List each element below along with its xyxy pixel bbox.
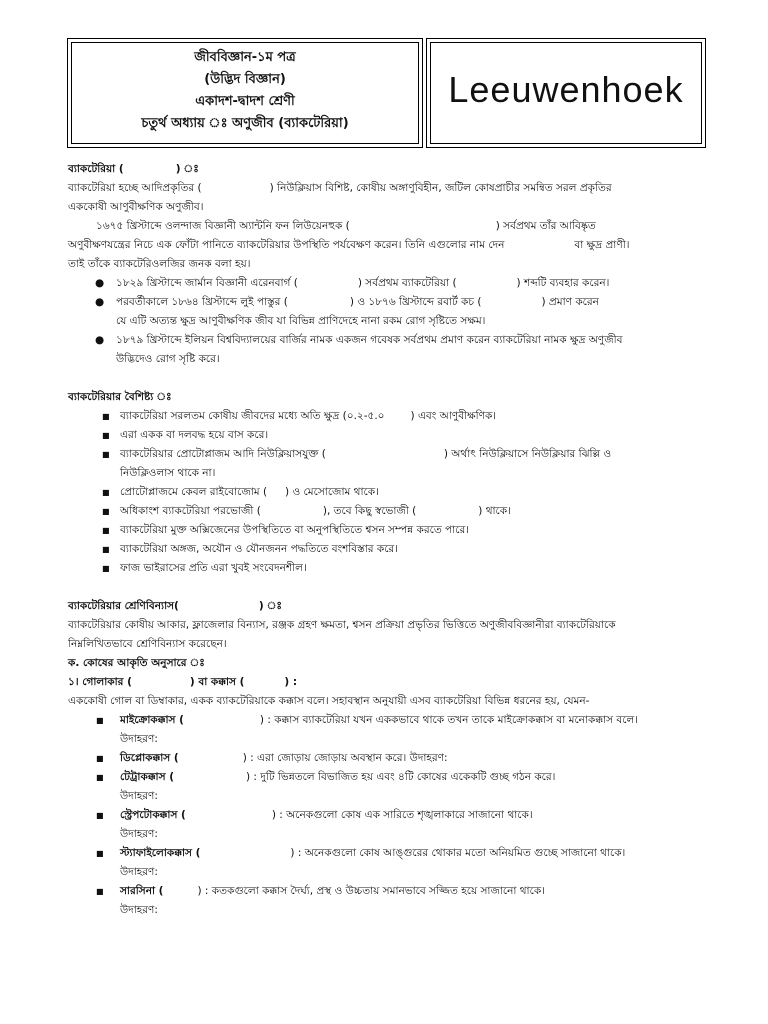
intro-bullet-2-cont: যে এটি অত্যন্ত ক্ষুদ্র আণুবীক্ষণিক জীব যা বিভিন্ন প্রাণিদেহে নানা রকম রোগ সৃষ্টিতে সক্ষম। [116,315,486,327]
coccus-type-item: ■ স্ট্যাফাইলোকক্কাস ( ) : অনেকগুলো কোষ আঙ্গুরের থোকার মতো অনিয়মিত গুচ্ছে সাজানো থাকে। [68,844,708,863]
intro-bullet-1: ● ১৮২৯ খ্রিস্টাব্দে জার্মান বিজ্ঞানী এরেনবার্গ ( ) সর্বপ্রথম ব্যাকটেরিয়া ( ) শব্দটি ব্যবহার করেন। [68,274,708,293]
feature-item: ■ প্রোটোপ্লাজমে কেবল রাইবোজোম ( ) ও মেসোজোম থাকে। [68,483,708,502]
intro-bullet-3-cont: উদ্ভিদেও রোগ সৃষ্টি করে। [116,353,220,365]
square-bullet-icon: ■ [102,507,110,516]
feature-item: ■ ফাজ ভাইরাসের প্রতি এরা খুবই সংবেদনশীল। [68,559,708,578]
feature-item: ■ অধিকাংশ ব্যাকটেরিয়া পরভোজী ( ), তবে কিছু স্বভোজী ( ) থাকে। [68,502,708,521]
square-bullet-icon: ■ [102,488,110,497]
square-bullet-icon: ■ [102,564,110,573]
classification-subheading: ক. কোষের আকৃতি অনুসারে ঃ [68,657,205,669]
square-bullet-icon: ■ [102,412,110,421]
square-bullet-icon: ■ [102,526,110,535]
intro-line-3: ১৬৭৫ খ্রিস্টাব্দে ওলন্দাজ বিজ্ঞানী অ্যান্টনি ফন লিউয়েনহুক ( ) সর্বপ্রথম তাঁর আবিষ্কৃত [96,220,596,232]
intro-line-1: ব্যাকটেরিয়া হচ্ছে আদিপ্রকৃতির ( ) নিউক্লিয়াস বিশিষ্ট, কোষীয় অঙ্গাণুবিহীন, জটিল কোষপ্রাচীর সমন্বিত সরল প্রকৃতির [68,182,612,194]
bullet-dot-icon: ● [95,334,105,346]
chapter-title: চতুর্থ অধ্যায় ঃ অণুজীব (ব্যাকটেরিয়া) [141,116,349,131]
feature-item: ■ ব্যাকটেরিয়ার প্রোটোপ্লাজম আদি নিউক্লিয়াসযুক্ত ( ) অর্থাৎ নিউক্লিয়াসে নিউক্লিয়ার ঝিল্লি ও [68,445,708,464]
intro-bullet-2: ● পরবর্তীকালে ১৮৬৪ খ্রিস্টাব্দে লুই পাস্তুর ( ) ও ১৮৭৬ খ্রিস্টাব্দে রবার্ট কচ ( ) প্রমাণ করেন [68,293,708,312]
intro-line-4: অণুবীক্ষণযন্ত্রের নিচে এক ফোঁটা পানিতে ব্যাকটেরিয়ার উপস্থিতি পর্যবেক্ষণ করেন। তিনি এগুলোর নাম দেন বা ক্ষুদ্র প্রাণী। [68,239,630,251]
feature-item: ■ ব্যাকটেরিয়া মুক্ত অক্সিজেনের উপস্থিতিতে বা অনুপস্থিতিতে শ্বসন সম্পন্ন করতে পারে। [68,521,708,540]
document-body [68,160,708,920]
square-bullet-icon: ■ [96,754,104,763]
header-title-box [67,38,423,148]
coccus-description: এককোষী গোল বা ডিম্বাকার, একক ব্যাকটেরিয়াকে কক্কাস বলে। সহাবস্থান অনুযায়ী এসব ব্যাকটেরিয়া বিভিন্ন ধরনের হয়, যেমন- [68,695,590,707]
example-label: উদাহরণ: [120,866,158,878]
example-label: উদাহরণ: [120,733,158,745]
feature-item: ■ ব্যাকটেরিয়া সরলতম কোষীয় জীবদের মধ্যে অতি ক্ষুদ্র (০.২-৫.০ ) এবং আণুবীক্ষণিক। [68,407,708,426]
subject-subtitle: (উদ্ভিদ বিজ্ঞান) [204,72,286,87]
example-label: উদাহরণ: [120,828,158,840]
example-label: উদাহরণ: [120,904,158,916]
square-bullet-icon: ■ [102,431,110,440]
feature-item: ■ ব্যাকটেরিয়া অঙ্গজ, অযৌন ও যৌনজনন পদ্ধতিতে বংশবিস্তার করে। [68,540,708,559]
classification-para-2: নিম্নলিখিতভাবে শ্রেণিবিন্যাস করেছেন। [68,638,227,650]
brand-box [426,38,706,148]
square-bullet-icon: ■ [96,811,104,820]
coccus-type-item: ■ টেট্রাকক্কাস ( ) : দুটি ভিন্নতলে বিভাজিত হয় এবং ৪টি কোষের একেকটি গুচ্ছ গঠন করে। [68,768,708,787]
coccus-type-item: ■ মাইক্রোকক্কাস ( ) : কক্কাস ব্যাকটেরিয়া যখন এককভাবে থাকে তখন তাকে মাইক্রোকক্কাস বা মনোকক্কাস বলে। [68,711,708,730]
subject-title: জীববিজ্ঞান-১ম পত্র [194,50,296,65]
square-bullet-icon: ■ [96,773,104,782]
intro-heading: ব্যাকটেরিয়া ( ) ঃ [68,163,199,175]
coccus-heading: ১। গোলাকার ( ) বা কক্কাস ( ) : [68,676,298,688]
intro-line-5: তাই তাঁকে ব্যাকটেরিওলজির জনক বলা হয়। [68,258,251,270]
bullet-dot-icon: ● [95,277,105,289]
coccus-type-item: ■ সারসিনা ( ) : কতকগুলো কক্কাস দৈর্ঘ্য, প্রস্থ ও উচ্চতায় সমানভাবে সজ্জিত হয়ে সাজানো থাকে। [68,882,708,901]
classification-heading: ব্যাকটেরিয়ার শ্রেণিবিন্যাস( ) ঃ [68,600,282,612]
header-title-lines [68,47,422,135]
bullet-dot-icon: ● [95,296,105,308]
feature-item-cont: নিউক্লিওলাস থাকে না। [120,467,216,479]
intro-bullet-3: ● ১৮৭৯ খ্রিস্টাব্দে ইলিয়ন বিশ্ববিদ্যালয়ের বার্জির নামক একজন গবেষক সর্বপ্রথম প্রমাণ করেন ব্যাকটেরিয়া নামক ক্ষুদ্র অণুজীব [68,331,708,350]
coccus-type-item: ■ স্ট্রেপটোকক্কাস ( ) : অনেকগুলো কোষ এক সারিতে শৃঙ্খলাকারে সাজানো থাকে। [68,806,708,825]
square-bullet-icon: ■ [102,545,110,554]
class-level: একাদশ-দ্বাদশ শ্রেণী [195,94,295,109]
coccus-type-item: ■ ডিপ্লোকক্কাস ( ) : এরা জোড়ায় জোড়ায় অবস্থান করে। উদাহরণ: [68,749,708,768]
features-heading: ব্যাকটেরিয়ার বৈশিষ্ট্য ঃ [68,391,172,403]
square-bullet-icon: ■ [96,849,104,858]
square-bullet-icon: ■ [96,716,104,725]
brand-name: Leeuwenhoek [448,69,684,110]
intro-line-2: এককোষী আণুবীক্ষণিক অণুজীব। [68,201,204,213]
example-label: উদাহরণ: [120,790,158,802]
square-bullet-icon: ■ [96,887,104,896]
feature-item: ■ এরা একক বা দলবদ্ধ হয়ে বাস করে। [68,426,708,445]
square-bullet-icon: ■ [102,450,110,459]
classification-para-1: ব্যাকটেরিয়ার কোষীয় আকার, ফ্লাজেলার বিন্যাস, রঞ্জক গ্রহণ ক্ষমতা, শ্বসন প্রক্রিয়া প্রভৃতির ভিত্তিতে অণুজীববিজ্ঞানীরা ব্যাকটেরিয়াকে [68,619,616,631]
